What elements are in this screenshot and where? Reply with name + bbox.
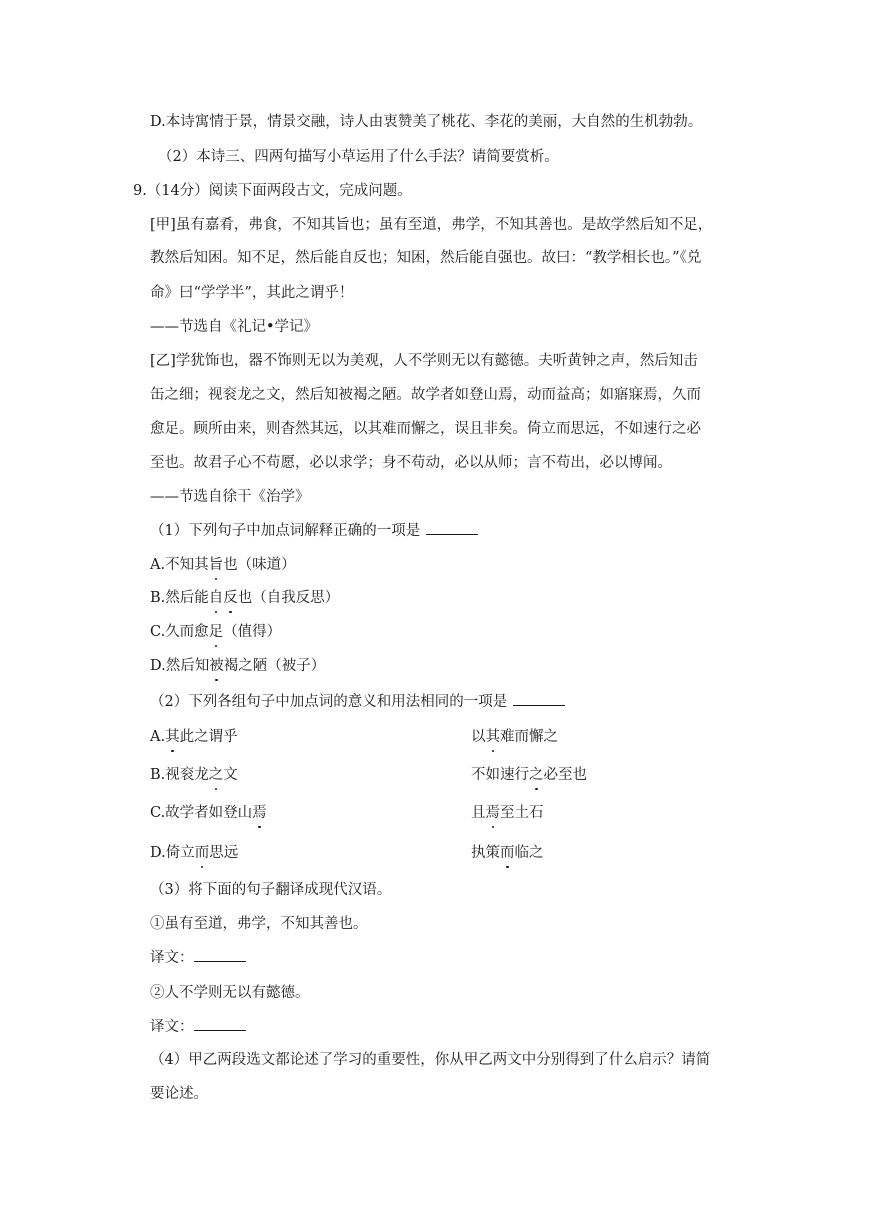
q2-option-b[interactable]: B.视衮龙之文 不如速行之必至也 <box>150 767 587 783</box>
answer-blank[interactable] <box>426 521 478 535</box>
translate-sentence-2: ②人不学则无以有懿德。 <box>150 985 310 1001</box>
sub-question-4: （4）甲乙两段选文都论述了学习的重要性，你从甲乙两文中分别得到了什么启示？请简 <box>150 1052 711 1068</box>
option-d-text: D.本诗寓情于景，情景交融，诗人由衷赞美了桃花、李花的美丽，大自然的生机勃勃。 <box>150 114 703 130</box>
q1-option-b[interactable]: B.然后能自反也（自我反思） <box>150 590 340 606</box>
dotted-word: 焉 <box>485 805 500 821</box>
sub-question-1: （1）下列句子中加点词解释正确的一项是 <box>150 521 478 541</box>
dotted-word: 被 <box>209 658 224 674</box>
q2-option-c[interactable]: C.故学者如登山焉 且焉至土石 <box>150 805 544 821</box>
dotted-word: 之 <box>529 767 544 783</box>
dotted-word: 焉 <box>252 805 267 821</box>
passage-yi-line: 愈足。顾所由来，则杳然其远，以其难而懈之，误且非矣。倚立而思远，不如速行之必 <box>150 421 701 437</box>
dotted-word: 而 <box>194 845 210 861</box>
q1-option-c[interactable]: C.久而愈足（值得） <box>150 624 282 640</box>
passage-yi-line: 缶之细；视衮龙之文，然后知被褐之陋。故学者如登山焉，动而益高；如寤寐焉，久而 <box>150 387 701 403</box>
q1-option-a[interactable]: A.不知其旨也（味道） <box>150 557 296 573</box>
dotted-word: 之 <box>208 767 224 783</box>
source-yi: ——节选自徐干《治学》 <box>150 489 310 505</box>
dotted-word: 足 <box>208 624 224 640</box>
sub-question-3: （3）将下面的句子翻译成现代汉语。 <box>150 882 392 898</box>
passage-jia-line: 命》曰“学学半”，其此之谓乎！ <box>150 285 354 301</box>
question-8-2: （2）本诗三、四两句描写小草运用了什么手法？请简要赏析。 <box>158 149 559 165</box>
q2-option-a[interactable]: A.其此之谓乎 以其难而懈之 <box>150 729 558 745</box>
translation-line-1: 译文： <box>150 948 246 968</box>
answer-blank[interactable] <box>194 1017 246 1031</box>
passage-jia-line: [甲]虽有嘉肴，弗食，不知其旨也；虽有至道，弗学，不知其善也。是故学然后知不足， <box>150 217 713 233</box>
dotted-word: 其 <box>165 729 180 745</box>
dotted-word: 反 <box>223 590 238 606</box>
answer-blank[interactable] <box>194 948 246 962</box>
sub-question-2: （2）下列各组句子中加点词的意义和用法相同的一项是 <box>150 692 565 712</box>
sub-question-4-cont: 要论述。 <box>150 1086 208 1102</box>
source-jia: ——节选自《礼记•学记》 <box>150 319 319 335</box>
passage-yi-line: 至也。故君子心不苟愿，必以求学；身不苟动，必以从师；言不苟出，必以博闻。 <box>150 455 672 471</box>
q2-option-d[interactable]: D.倚立而思远 执策而临之 <box>150 845 544 861</box>
q1-option-d[interactable]: D.然后知被褐之陋（被子） <box>150 658 326 674</box>
translation-line-2: 译文： <box>150 1017 246 1037</box>
dotted-word: 旨 <box>208 557 224 573</box>
translate-sentence-1: ①虽有至道，弗学，不知其善也。 <box>150 916 368 932</box>
passage-yi-line: [乙]学犹饰也，器不饰则无以为美观，人不学则无以有懿德。夫听黄钟之声，然后知击 <box>150 353 698 369</box>
answer-blank[interactable] <box>513 692 565 706</box>
passage-jia-line: 教然后知困。知不足，然后能自反也；知困，然后能自强也。故曰：“教学相长也。”《兑 <box>150 250 702 266</box>
dotted-word: 其 <box>485 729 500 745</box>
dotted-word: 而 <box>500 845 515 861</box>
dotted-word: 自 <box>208 590 224 606</box>
question-9-title: 9.（14分）阅读下面两段古文，完成问题。 <box>133 183 412 199</box>
